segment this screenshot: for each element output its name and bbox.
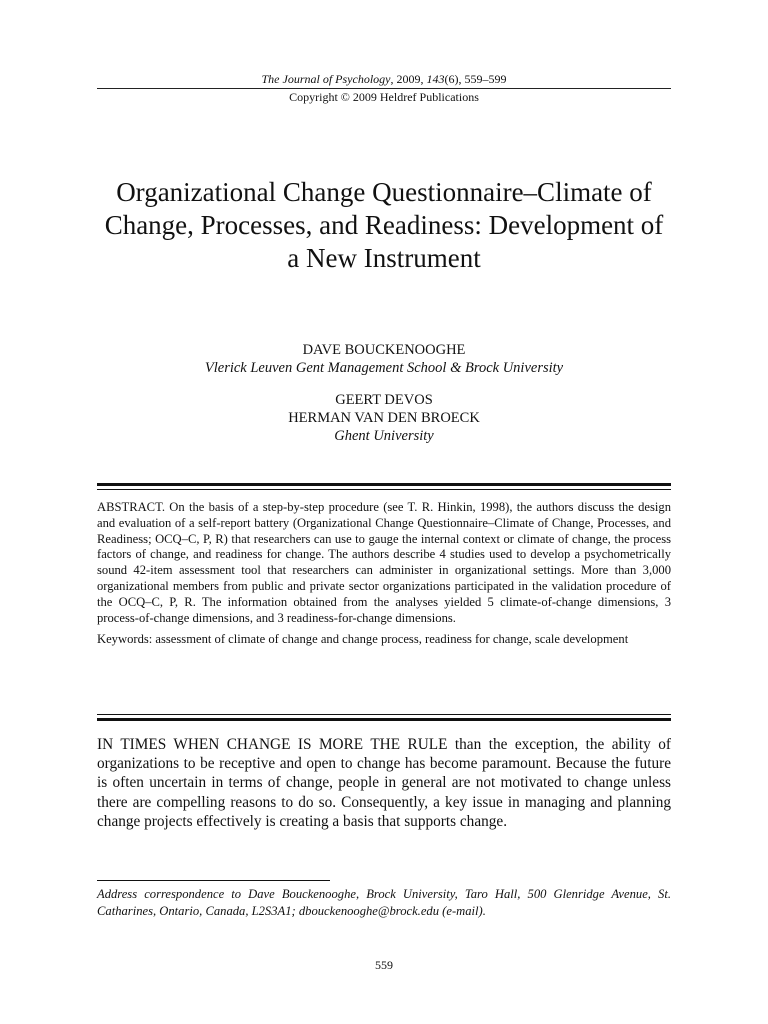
journal-issue-pages: (6), 559–599 bbox=[444, 72, 507, 86]
header-rule bbox=[97, 88, 671, 89]
body-paragraph: IN TIMES WHEN CHANGE IS MORE THE RULE than the exception, the ability of organizations to be receptive and open to change has become paramount. Because the future is often uncertain in terms of change, people in general are not motivated to change unless there are compelling reasons to do so. Consequently, a key issue in managing and planning change projects effectively is creating a basis that supports change. bbox=[97, 736, 671, 830]
abstract-bottom-thin-rule bbox=[97, 714, 671, 715]
footnote-rule bbox=[97, 880, 330, 881]
running-header bbox=[97, 72, 671, 105]
page-number: 559 bbox=[375, 958, 393, 972]
author-block bbox=[97, 341, 671, 445]
journal-volume: 143 bbox=[426, 72, 445, 86]
author-name: DAVE BOUCKENOOGHE bbox=[302, 342, 466, 358]
abstract-bottom-thick-rule bbox=[97, 718, 671, 721]
journal-year: , 2009, bbox=[390, 72, 427, 86]
abstract-top-thick-rule bbox=[97, 483, 671, 486]
journal-citation bbox=[97, 72, 671, 87]
abstract-section bbox=[97, 500, 671, 648]
body-text bbox=[97, 735, 671, 831]
copyright-line: Copyright © 2009 Heldref Publications bbox=[289, 90, 479, 104]
abstract-text: ABSTRACT. On the basis of a step-by-step procedure (see T. R. Hinkin, 1998), the authors discuss the design and evaluation of a self-report battery (Organizational Change Questionnaire–Climate of Change, Processes, and Readiness; OCQ–C, P, R) that researchers can use to gauge the internal context or climate of change, the process factors of change, and readiness for change. The authors describe 4 studies used to develop a psychometrically sound 42-item assessment tool that researchers can administer in organizational settings. More than 3,000 organizational members from public and private sector organizations participated in the validation procedure of the OCQ–C, P, R. The information obtained from the analyses yielded 5 climate-of-change dimensions, 3 process-of-change dimensions, and 3 readiness-for-change dimensions. bbox=[97, 500, 671, 625]
abstract-top-thin-rule bbox=[97, 489, 671, 490]
correspondence-footnote: Address correspondence to Dave Bouckenooghe, Brock University, Taro Hall, 500 Glenridge Avenue, St. Catharines, Ontario, Canada, L2S3A1; dbouckenooghe@brock.edu (e-mail). bbox=[97, 887, 671, 918]
author-affiliation: Ghent University bbox=[334, 428, 434, 444]
author-name: HERMAN VAN DEN BROECK bbox=[288, 410, 480, 426]
author-spacer bbox=[97, 377, 671, 391]
keywords: Keywords: assessment of climate of change and change process, readiness for change, scale development bbox=[97, 632, 629, 647]
author-name: GEERT DEVOS bbox=[335, 392, 433, 408]
article-title: Organizational Change Questionnaire–Climate of Change, Processes, and Readiness: Development of a New Instrument bbox=[104, 177, 664, 273]
journal-name: The Journal of Psychology bbox=[261, 72, 391, 86]
author-affiliation: Vlerick Leuven Gent Management School & Brock University bbox=[204, 360, 564, 376]
